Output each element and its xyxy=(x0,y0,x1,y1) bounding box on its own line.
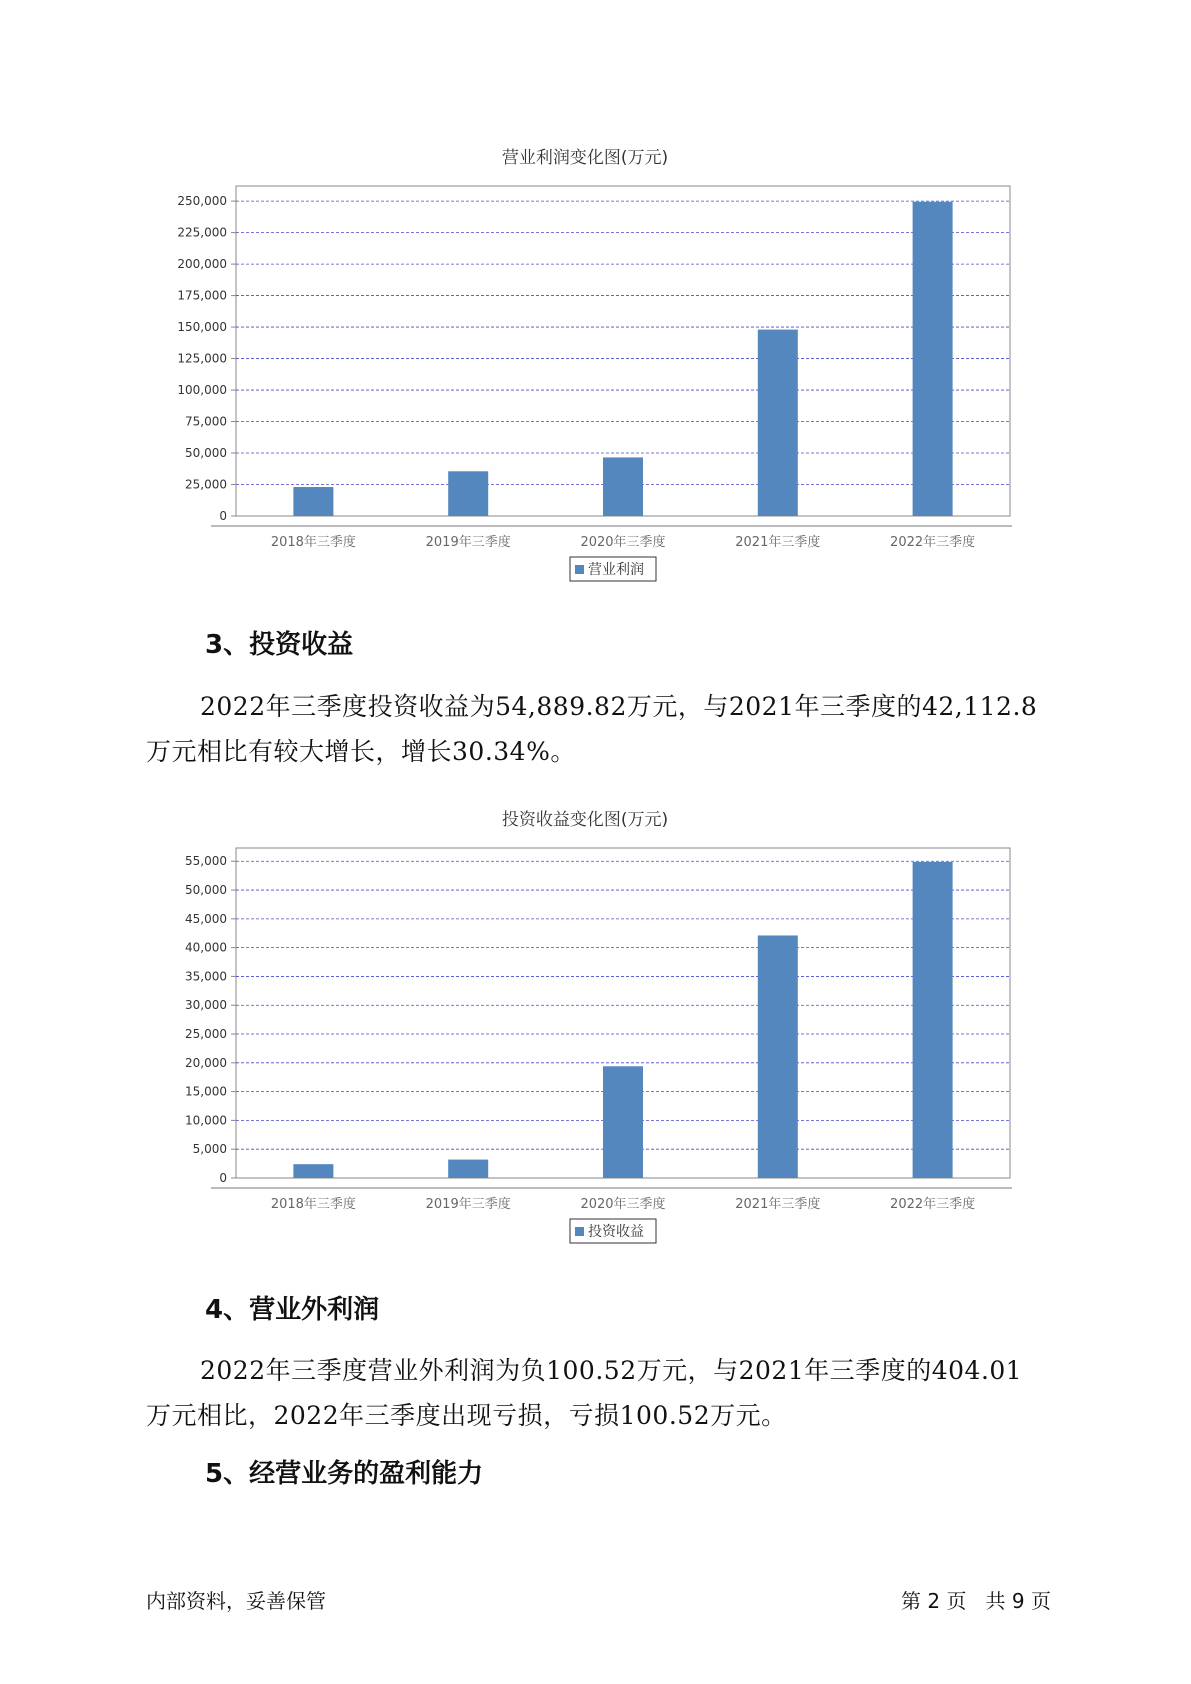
y-tick-label: 35,000 xyxy=(185,969,227,984)
investment-income-chart xyxy=(150,802,1020,1257)
chart-svg xyxy=(150,140,1020,595)
y-tick-label: 50,000 xyxy=(185,883,227,898)
x-tick-label: 2018年三季度 xyxy=(270,535,356,550)
y-tick-label: 50,000 xyxy=(185,446,227,461)
y-tick-label: 20,000 xyxy=(185,1055,227,1070)
bar xyxy=(448,1160,488,1178)
chart-svg xyxy=(150,802,1020,1257)
bar xyxy=(603,457,643,516)
y-tick-label: 25,000 xyxy=(185,1027,227,1042)
section-5-heading: 5、经营业务的盈利能力 xyxy=(205,1459,484,1489)
y-tick-label: 150,000 xyxy=(177,320,227,335)
y-tick-label: 0 xyxy=(219,509,227,523)
bar xyxy=(758,935,798,1178)
y-tick-label: 10,000 xyxy=(185,1113,227,1128)
chart-title: 营业利润变化图(万元) xyxy=(501,148,669,168)
y-tick-label: 250,000 xyxy=(177,194,227,209)
bar xyxy=(913,202,953,516)
footer-page-number: 第 2 页 共 9 页 xyxy=(901,1589,1051,1613)
section-4-heading: 4、营业外利润 xyxy=(205,1295,380,1325)
y-tick-label: 100,000 xyxy=(177,383,227,398)
section-4-line-2: 万元相比，2022年三季度出现亏损，亏损100.52万元。 xyxy=(146,1401,787,1430)
x-tick-label: 2019年三季度 xyxy=(425,535,511,550)
y-tick-label: 225,000 xyxy=(177,225,227,240)
x-tick-label: 2020年三季度 xyxy=(580,535,666,550)
legend-label: 投资收益 xyxy=(588,1224,644,1240)
y-tick-label: 200,000 xyxy=(177,257,227,272)
x-tick-label: 2020年三季度 xyxy=(580,1197,666,1212)
section-4-line-1: 2022年三季度营业外利润为负100.52万元，与2021年三季度的404.01 xyxy=(200,1356,1023,1385)
x-tick-label: 2021年三季度 xyxy=(735,535,821,550)
bar xyxy=(758,330,798,516)
footer-confidential-note: 内部资料，妥善保管 xyxy=(146,1589,326,1613)
y-tick-label: 55,000 xyxy=(185,854,227,869)
x-tick-label: 2019年三季度 xyxy=(425,1197,511,1212)
section-3-line-2: 万元相比有较大增长，增长30.34%。 xyxy=(146,737,576,766)
section-3-paragraph xyxy=(146,684,1061,774)
y-tick-label: 15,000 xyxy=(185,1084,227,1099)
legend-label: 营业利润 xyxy=(588,562,644,578)
bar xyxy=(293,487,333,516)
y-tick-label: 5,000 xyxy=(192,1142,227,1157)
section-3-heading: 3、投资收益 xyxy=(205,630,354,660)
y-tick-label: 75,000 xyxy=(185,414,227,429)
chart-title: 投资收益变化图(万元) xyxy=(501,810,669,830)
x-tick-label: 2022年三季度 xyxy=(890,535,976,550)
y-tick-label: 40,000 xyxy=(185,940,227,955)
y-tick-label: 0 xyxy=(219,1171,227,1185)
bar xyxy=(603,1066,643,1178)
x-tick-label: 2018年三季度 xyxy=(270,1197,356,1212)
y-tick-label: 45,000 xyxy=(185,911,227,926)
y-tick-label: 175,000 xyxy=(177,288,227,303)
operating-profit-chart xyxy=(150,140,1020,595)
x-tick-label: 2021年三季度 xyxy=(735,1197,821,1212)
bar xyxy=(448,471,488,516)
legend-swatch xyxy=(575,1227,584,1236)
x-tick-label: 2022年三季度 xyxy=(890,1197,976,1212)
y-tick-label: 30,000 xyxy=(185,998,227,1013)
legend-swatch xyxy=(575,565,584,574)
section-4-paragraph xyxy=(146,1348,1061,1438)
section-3-line-1: 2022年三季度投资收益为54,889.82万元，与2021年三季度的42,112.8 xyxy=(200,692,1038,721)
y-tick-label: 25,000 xyxy=(185,477,227,492)
bar xyxy=(293,1164,333,1178)
y-tick-label: 125,000 xyxy=(177,351,227,366)
bar xyxy=(913,862,953,1178)
